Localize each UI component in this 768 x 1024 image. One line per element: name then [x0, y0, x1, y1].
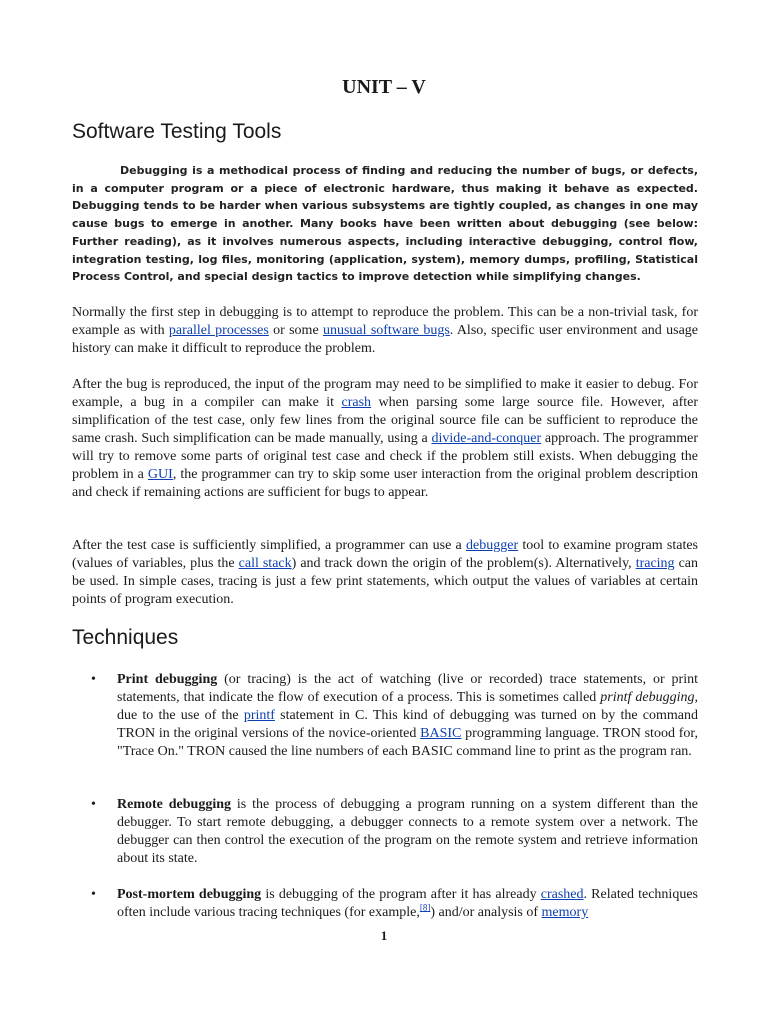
text-run: (or tracing) is the act of watching (live or recorded) trace statements, or print statements, that indicate the flow of execution of a process. This is sometimes called: [117, 672, 698, 705]
link-crash[interactable]: crash: [341, 395, 372, 410]
list-item-remote-debugging: [72, 796, 698, 868]
text-run: , the programmer can try to skip some user interaction from the original problem description and check if remaining actions are sufficient for bugs to appear.: [72, 467, 698, 500]
text-run: After the test case is sufficiently simplified, a programmer can use a: [72, 538, 467, 553]
link-debugger[interactable]: debugger: [466, 538, 519, 553]
text-run: or some: [268, 323, 323, 338]
emphasis-printf-debugging: printf debugging: [600, 690, 695, 705]
link-divide-and-conquer[interactable]: divide-and-conquer: [431, 431, 542, 446]
debugger-paragraph: [72, 537, 698, 609]
term-post-mortem-debugging: Post-mortem debugging: [117, 887, 262, 902]
text-run: when parsing some large source file. However, after simplification of the test case, only few lines from the original source file can be sufficient to reproduce the same crash. Such simplification can be made manually, using a: [72, 395, 699, 446]
link-basic[interactable]: BASIC: [420, 726, 462, 741]
unit-title: UNIT – V: [342, 76, 426, 98]
link-memory[interactable]: memory: [541, 905, 589, 920]
text-run: ) and/or analysis of: [430, 905, 542, 920]
text-run: approach. The programmer will try to remove some parts of original test case and check if the problem still exists. When debugging the problem in a: [72, 431, 698, 482]
bullet-icon: •: [91, 672, 96, 687]
text-run: After the bug is reproduced, the input of the program may need to be simplified to make it easier to debug. For example, a bug in a compiler can make it: [72, 377, 698, 410]
link-parallel-processes[interactable]: parallel processes: [168, 323, 269, 338]
bullet-icon: •: [91, 797, 96, 812]
citation-link[interactable]: [8]: [419, 902, 431, 913]
bullet-icon: •: [91, 887, 96, 902]
text-run: . Related techniques often include various tracing techniques (for example,: [117, 887, 698, 920]
list-item-post-mortem-debugging: [72, 886, 698, 922]
page-number: 1: [380, 928, 388, 943]
section-title: Software Testing Tools: [72, 120, 282, 143]
link-crashed[interactable]: crashed: [540, 887, 584, 902]
text-run: is the process of debugging a program running on a system different than the debugger. To start remote debugging, a debugger connects to a remote system over a network. The debugger can then control the execution of the program on the remote system and retrieve information about its state.: [117, 797, 698, 866]
link-gui[interactable]: GUI: [147, 467, 173, 482]
intro-paragraph: Debugging is a methodical process of finding and reducing the number of bugs, or defects, in a computer program or a piece of electronic hardware, thus making it behave as expected. Debugging tends to be harder when various subsystems are tightly coupled, as changes in one may cause bugs to emerge in another. Many books have been written about debugging (see below: Further reading), as it involves numerous aspects, including interactive debugging, control flow, integration testing, log files, monitoring (application, system), memory dumps, profiling, Statistical Process Control, and special design tactics to improve detection while simplifying changes.: [72, 164, 698, 284]
text-run: . Also, specific user environment and usage history can make it difficult to reproduce the problem.: [72, 323, 698, 356]
term-remote-debugging: Remote debugging: [117, 797, 231, 812]
link-unusual-software-bugs[interactable]: unusual software bugs: [322, 323, 450, 338]
link-tracing[interactable]: tracing: [635, 556, 675, 571]
text-run: Normally the first step in debugging is to attempt to reproduce the problem. This can be a non-trivial task, for example as with: [72, 305, 698, 338]
text-run: programming language. TRON stood for, "Trace On." TRON caused the line numbers of each BASIC command line to print as the program ran.: [117, 726, 698, 759]
text-run: , due to the use of the: [117, 690, 698, 723]
term-print-debugging: Print debugging: [117, 672, 218, 687]
simplify-paragraph: [72, 376, 698, 502]
techniques-title: Techniques: [72, 626, 179, 649]
text-run: ) and track down the origin of the problem(s). Alternatively,: [291, 556, 636, 571]
reproduce-paragraph: [72, 304, 698, 358]
text-run: can be used. In simple cases, tracing is just a few print statements, which output the values of variables at certain points of program execution.: [72, 556, 699, 607]
text-run: is debugging of the program after it has already: [261, 887, 541, 902]
text-run: tool to examine program states (values of variables, plus the: [72, 538, 699, 571]
list-item-print-debugging: [72, 671, 698, 761]
link-printf[interactable]: printf: [243, 708, 275, 723]
text-run: statement in C. This kind of debugging was turned on by the command TRON in the original versions of the novice-oriented: [117, 708, 698, 741]
link-call-stack[interactable]: call stack: [238, 556, 292, 571]
